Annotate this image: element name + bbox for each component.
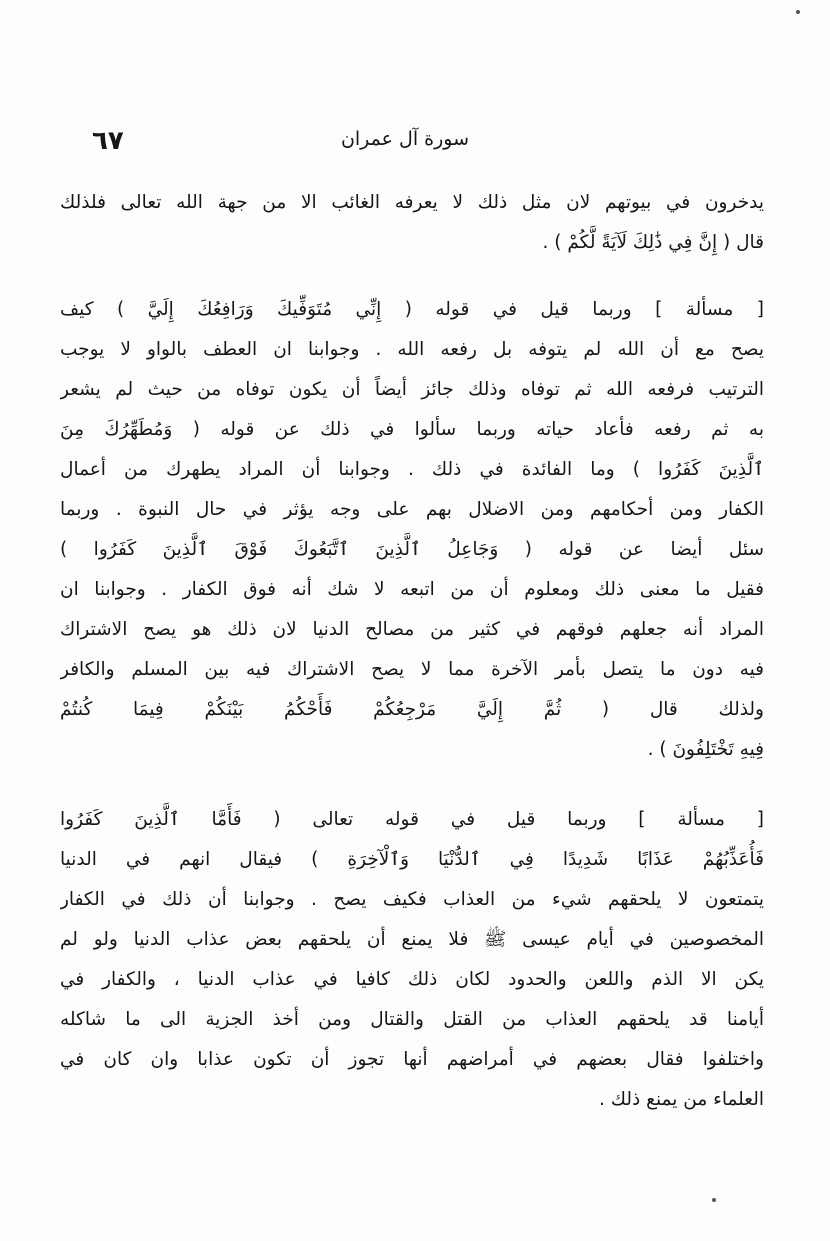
- text-line: يدخرون في بيوتهم لان مثل ذلك لا يعرفه الغائب الا من جهة الله تعالى فلذلك: [60, 192, 764, 213]
- text-line: فيه دون ما يتصل بأمر الآخرة مما لا يصح الاشتراك فيه بين المسلم والكافر: [60, 659, 764, 680]
- text-line: يتمتعون لا يلحقهم شيء من العذاب فكيف يصح . وجوابنا أن ذلك في الكفار: [60, 889, 764, 910]
- page-number: ٦٧: [92, 126, 124, 156]
- text-line: الترتيب فرفعه الله ثم توفاه وذلك جائز أيضاً أن يكون توفاه من حيث لم يشعر: [60, 379, 764, 400]
- text-line: به ثم رفعه فأعاد حياته وربما سألوا في ذلك عن قوله ( وَمُطَهِّرُكَ مِنَ: [60, 419, 764, 440]
- text-line: العلماء من يمنع ذلك .: [599, 1089, 764, 1110]
- paragraph-3: [60, 800, 764, 1120]
- text-line: ٱلَّذِينَ كَفَرُوا ) وما الفائدة في ذلك . وجوابنا أن المراد يطهرك من أعمال: [60, 459, 764, 480]
- text-line: ولذلك قال ( ثُمَّ إِلَيَّ مَرْجِعُكُمْ فَأَحْكُمُ بَيْنَكُمْ فِيمَا كُنتُمْ: [60, 699, 764, 720]
- scan-speck: [712, 1198, 716, 1202]
- text-line: فِيهِ تَخْتَلِفُونَ ) .: [647, 739, 764, 760]
- page-header: [80, 122, 730, 162]
- text-line: [ مسألة ] وربما قيل في قوله تعالى ( فَأَمَّا ٱلَّذِينَ كَفَرُوا: [60, 809, 764, 830]
- text-line: [ مسألة ] وربما قيل في قوله ( إِنِّي مُتَوَفِّيكَ وَرَافِعُكَ إِلَيَّ ) كيف: [60, 299, 764, 320]
- scan-speck: [796, 10, 800, 14]
- text-line: المخصوصين في أيام عيسى ﷺ فلا يمنع أن يلحقهم بعض عذاب الدنيا ولو لم: [60, 929, 764, 950]
- surah-title: سورة آل عمران: [340, 128, 470, 150]
- text-line: فَأُعَذِّبُهُمْ عَذَابًا شَدِيدًا فِي ٱلدُّنْيَا وَٱلْآخِرَةِ ) فيقال انهم في الدنيا: [60, 849, 764, 870]
- text-line: فقيل ما معنى ذلك ومعلوم أن من اتبعه لا شك أنه فوق الكفار . وجوابنا ان: [60, 579, 764, 600]
- text-line: قال ( إِنَّ فِي ذَٰلِكَ لَآيَةً لَّكُمْ ) .: [542, 232, 764, 253]
- paragraph-1: [60, 183, 764, 263]
- text-line: واختلفوا فقال بعضهم في أمراضهم أنها تجوز أن تكون عذابا وان كان في: [60, 1049, 764, 1070]
- text-line: يصح مع أن الله لم يتوفه بل رفعه الله . وجوابنا ان العطف بالواو لا يوجب: [60, 339, 764, 360]
- text-line: سئل أيضا عن قوله ( وَجَاعِلُ ٱلَّذِينَ ٱتَّبَعُوكَ فَوْقَ ٱلَّذِينَ كَفَرُوا ): [60, 539, 764, 560]
- paragraph-2: [60, 290, 764, 770]
- text-line: الكفار ومن أحكامهم ومن الاضلال بهم على وجه يؤثر في حال النبوة . وربما: [60, 499, 764, 520]
- text-line: يكن الا الذم واللعن والحدود لكان ذلك كافيا في عذاب الدنيا ، والكفار في: [60, 969, 764, 990]
- text-line: المراد أنه جعلهم فوقهم في كثير من مصالح الدنيا لان ذلك هو يصح الاشتراك: [60, 619, 764, 640]
- text-line: أيامنا قد يلحقهم العذاب من القتل والقتال ومن أخذ الجزية الى ما شاكله: [60, 1009, 764, 1030]
